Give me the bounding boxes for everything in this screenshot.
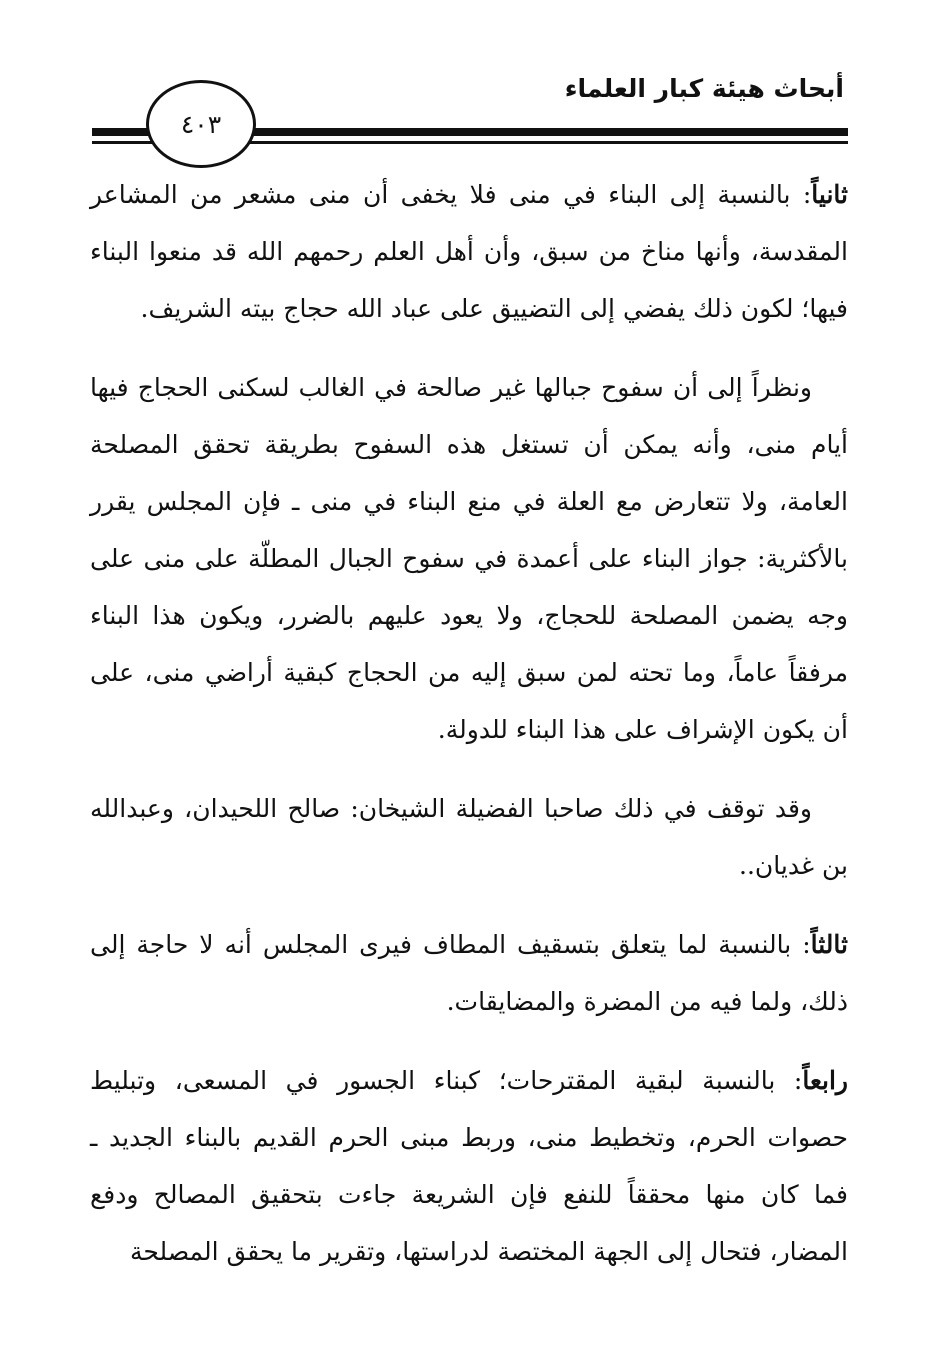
- paragraph-lead: ثانياً: [811, 180, 848, 209]
- paragraph-spacer: [90, 337, 848, 359]
- paragraph-wanazaran: [90, 359, 848, 758]
- paragraph-lead: ثالثاً: [810, 930, 848, 959]
- paragraph-text: : بالنسبة لما يتعلق بتسقيف المطاف فيرى المجلس أنه لا حاجة إلى ذلك، ولما فيه من المضرة والمضايقات.: [90, 930, 848, 1016]
- paragraph-spacer: [90, 758, 848, 780]
- paragraph-text: وقد توقف في ذلك صاحبا الفضيلة الشيخان: صالح اللحيدان، وعبدالله بن غديان..: [90, 794, 848, 880]
- paragraph-thalithan: [90, 916, 848, 1030]
- paragraph-text: ونظراً إلى أن سفوح جبالها غير صالحة في الغالب لسكنى الحجاج فيها أيام منى، وأنه يمكن أن تستغل هذه السفوح بطريقة تحقق المصلحة العامة، ولا تتعارض مع العلة في منع البناء في منى ـ فإن المجلس يقرر بالأكثرية: جواز البناء على أعمدة في سفوح الجبال المطلّة على منى على وجه يضمن المصلحة للحجاج، ولا يعود عليهم بالضرر، ويكون هذا البناء مرفقاً عاماً، وما تحته لمن سبق إليه من الحجاج كبقية أراضي منى، على أن يكون الإشراف على هذا البناء للدولة.: [90, 373, 848, 744]
- body-text: [90, 166, 848, 1280]
- page-number: ٤٠٣: [180, 109, 222, 139]
- paragraph-text: : بالنسبة لبقية المقترحات؛ كبناء الجسور في المسعى، وتبليط حصوات الحرم، وتخطيط منى، وربط مبنى الحرم القديم بالبناء الجديد ـ فما كان منها محققاً للنفع فإن الشريعة جاءت بتحقيق المصالح ودفع المضار، فتحال إلى الجهة المختصة لدراستها، وتقرير ما يحقق المصلحة: [90, 1066, 848, 1266]
- running-header-title: أبحاث هيئة كبار العلماء: [564, 74, 844, 103]
- paragraph-spacer: [90, 894, 848, 916]
- paragraph-rabian: [90, 1052, 848, 1280]
- paragraph-spacer: [90, 1030, 848, 1052]
- paragraph-waqad-tawaqqaf: [90, 780, 848, 894]
- paragraph-text: : بالنسبة إلى البناء في منى فلا يخفى أن منى مشعر من المشاعر المقدسة، وأنها مناخ من سبق، وأن أهل العلم رحمهم الله قد منعوا البناء فيها؛ لكون ذلك يفضي إلى التضييق على عباد الله حجاج بيته الشريف.: [90, 180, 848, 323]
- page-number-oval: [146, 80, 256, 168]
- paragraph-thaniyan: [90, 166, 848, 337]
- paragraph-lead: رابعاً: [802, 1066, 848, 1095]
